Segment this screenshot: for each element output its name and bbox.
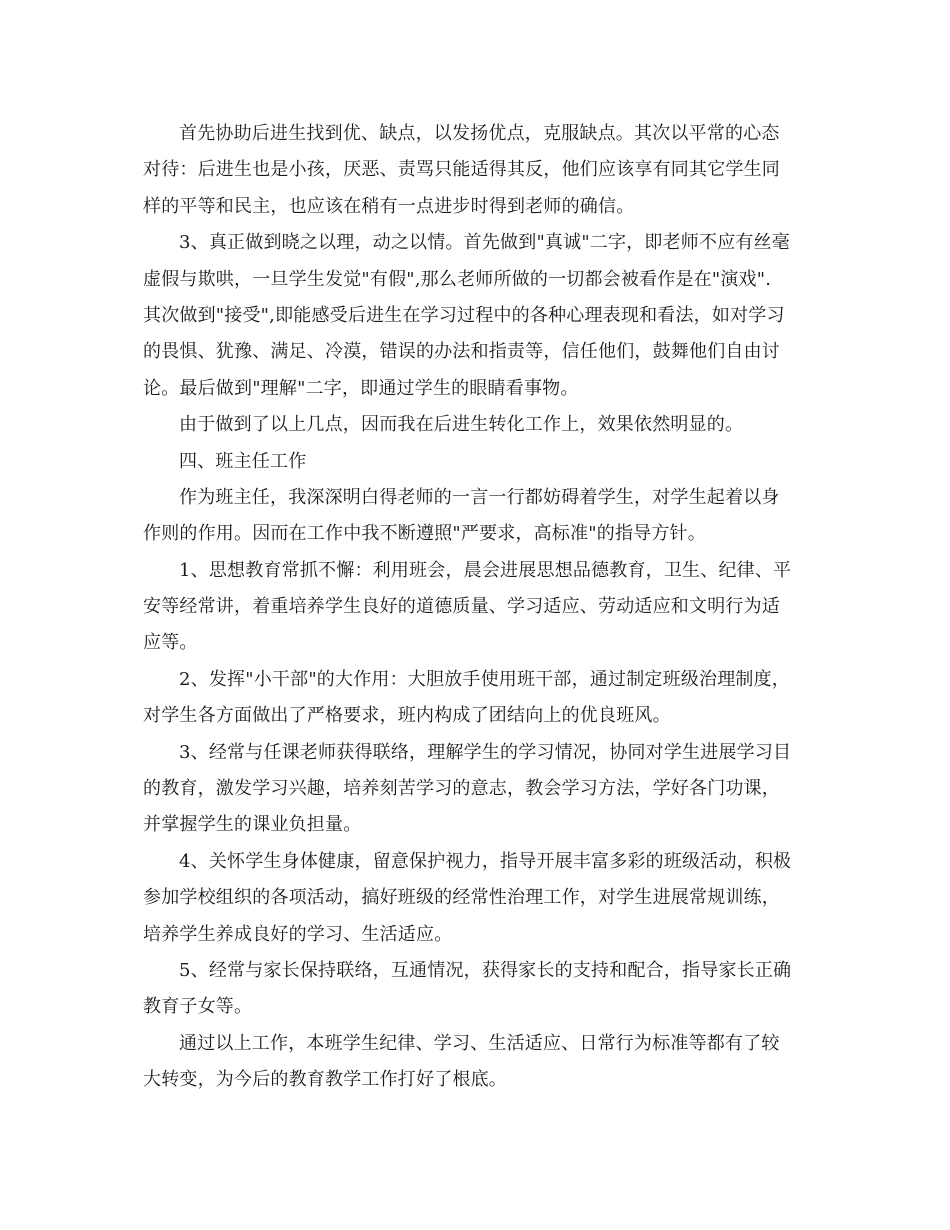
text-line: 1、思想教育常抓不懈：利用班会，晨会进展思想品德教育，卫生、纪律、平 [179, 559, 792, 581]
text-line: 论。最后做到"理解"二字，即通过学生的眼睛看事物。 [143, 377, 579, 399]
text-line: 虚假与欺哄，一旦学生发觉"有假",那么老师所做的一切都会被看作是在"演戏". [143, 268, 772, 290]
text-line: 的教育，激发学习兴趣，培养刻苦学习的意志，教会学习方法，学好各门功课， [143, 778, 780, 800]
text-line: 2、发挥"小干部"的大作用：大胆放手使用班干部，通过制定班级治理制度， [179, 668, 791, 690]
text-line: 的畏惧、犹豫、满足、冷漠，错误的办法和指责等，信任他们，鼓舞他们自由讨 [143, 341, 780, 363]
text-line: 作为班主任，我深深明白得老师的一言一行都妨碍着学生，对学生起着以身 [179, 486, 780, 508]
text-line: 由于做到了以上几点，因而我在后进生转化工作上，效果依然明显的。 [179, 414, 744, 436]
text-line: 四、班主任工作 [179, 450, 307, 472]
text-line: 参加学校组织的各项活动，搞好班级的经常性治理工作，对学生进展常规训练， [143, 887, 780, 909]
text-line: 培养学生养成良好的学习、生活适应。 [143, 923, 453, 945]
text-line: 3、经常与任课老师获得联络，理解学生的学习情况，协同对学生进展学习目 [179, 741, 792, 763]
text-line: 大转变，为今后的教育教学工作打好了根底。 [143, 1069, 507, 1091]
text-line: 教育子女等。 [143, 996, 253, 1018]
text-line: 对学生各方面做出了严格要求，班内构成了团结向上的优良班风。 [143, 705, 671, 727]
text-line: 其次做到"接受",即能感受后进生在学习过程中的各种心理表现和看法，如对学习 [143, 304, 785, 326]
text-line: 5、经常与家长保持联络，互通情况，获得家长的支持和配合，指导家长正确 [179, 959, 792, 981]
text-line: 首先协助后进生找到优、缺点，以发扬优点，克服缺点。其次以平常的心态 [179, 123, 780, 144]
text-line: 对待：后进生也是小孩，厌恶、责骂只能适得其反，他们应该享有同其它学生同 [143, 159, 780, 181]
text-line: 作则的作用。因而在工作中我不断遵照"严要求，高标准"的指导方针。 [143, 523, 706, 545]
document-body [143, 116, 811, 1099]
text-line: 通过以上工作，本班学生纪律、学习、生活适应、日常行为标准等都有了较 [179, 1032, 780, 1054]
text-line: 3、真正做到晓之以理，动之以情。首先做到"真诚"二字，即老师不应有丝毫 [179, 232, 791, 254]
text-line: 4、关怀学生身体健康，留意保护视力，指导开展丰富多彩的班级活动，积极 [179, 850, 792, 872]
text-line: 并掌握学生的课业负担量。 [143, 814, 362, 836]
text-line: 应等。 [143, 632, 198, 654]
text-line: 样的平等和民主，也应该在稍有一点进步时得到老师的确信。 [143, 195, 635, 217]
text-line: 安等经常讲，着重培养学生良好的道德质量、学习适应、劳动适应和文明行为适 [143, 596, 780, 618]
